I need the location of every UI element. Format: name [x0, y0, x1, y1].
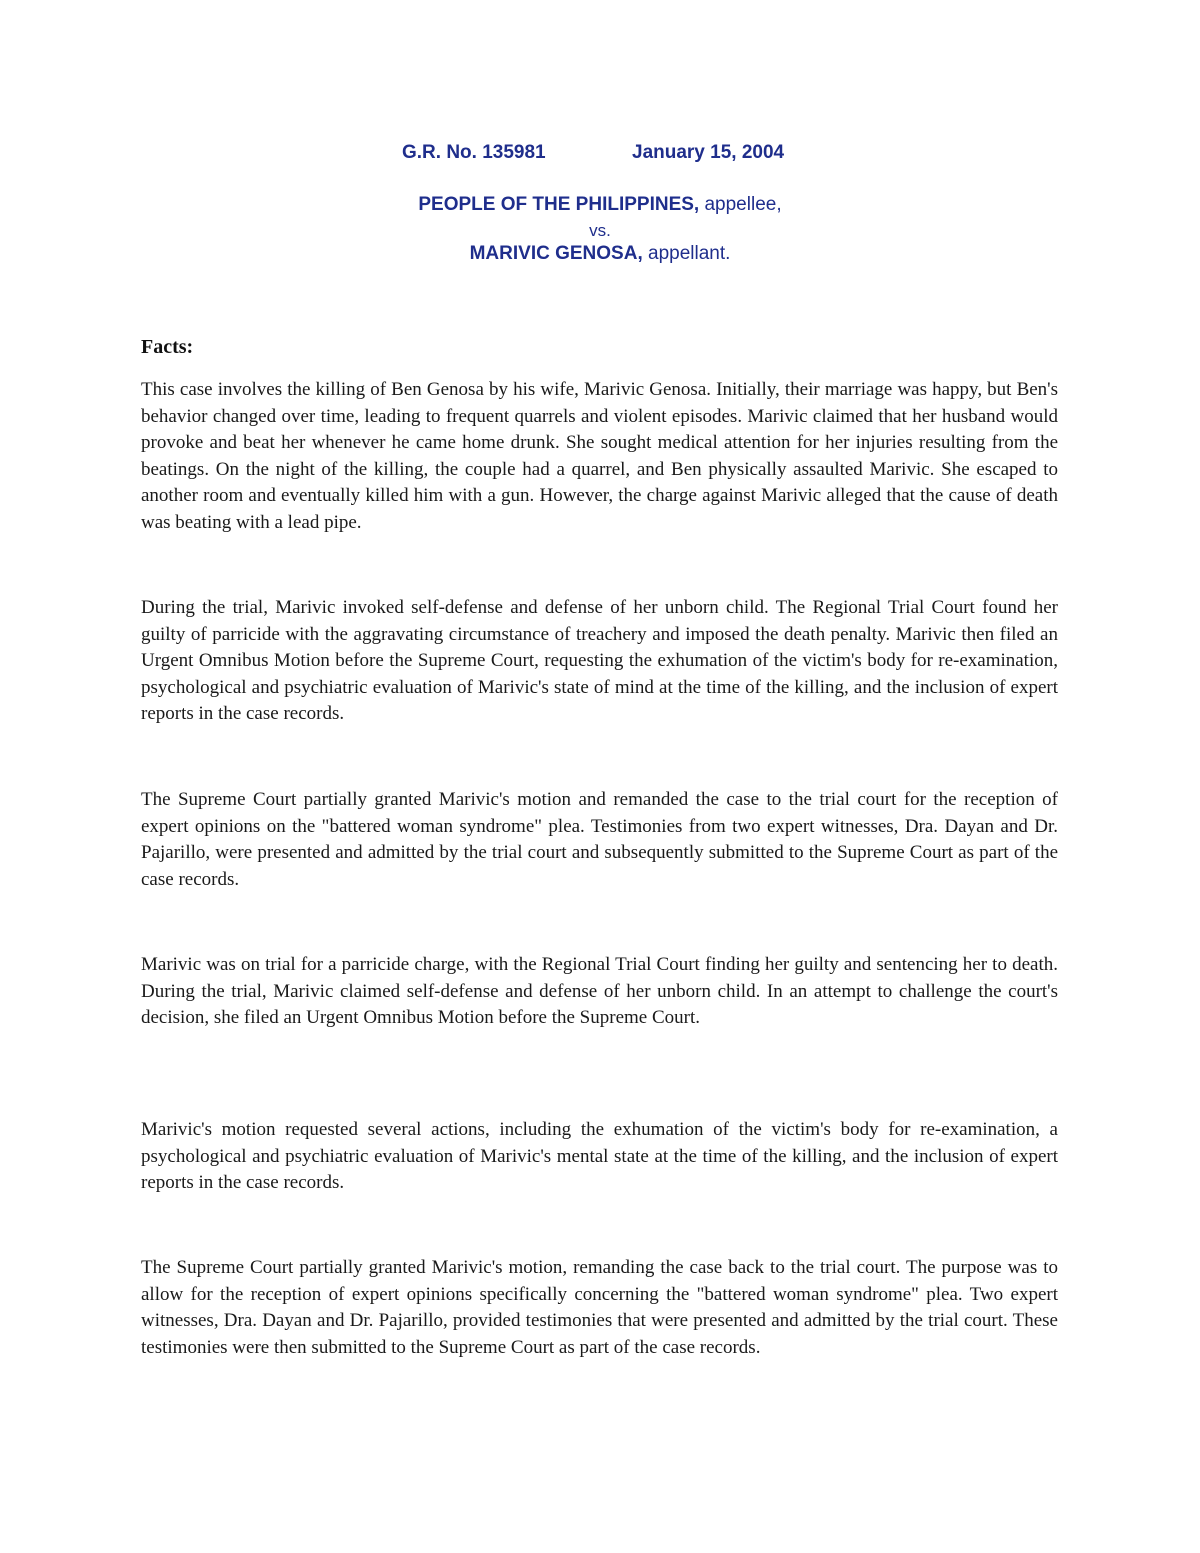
appellee-role: appellee, — [704, 194, 782, 215]
facts-heading: Facts: — [141, 336, 194, 358]
facts-paragraph-4: Marivic was on trial for a parricide charge, with the Regional Trial Court finding her guilty and sentencing her to death. During the trial, Marivic claimed self-defense and defense of her unborn child. In an attempt to challenge the court's decision, she filed an Urgent Omnibus Motion before the Supreme Court. — [141, 954, 1058, 1029]
facts-paragraph-6: The Supreme Court partially granted Marivic's motion, remanding the case back to the trial court. The purpose was to allow for the reception of expert opinions specifically concerning the "battered woman syndrome" plea. Two expert witnesses, Dra. Dayan and Dr. Pajarillo, provided testimonies that were presented and admitted by the trial court. These testimonies were then submitted to the Supreme Court as part of the case records. — [141, 1257, 1058, 1358]
party-appellee — [0, 192, 1200, 218]
party-appellant — [0, 241, 1200, 267]
case-caption-line — [0, 142, 1200, 168]
appellee-name: PEOPLE OF THE PHILIPPINES, — [418, 194, 700, 215]
facts-paragraph-1: This case involves the killing of Ben Genosa by his wife, Marivic Genosa. Initially, their marriage was happy, but Ben's behavior changed over time, leading to frequent quarrels and violent episodes. Marivic claimed that her husband would provoke and beat her whenever he came home drunk. She sought medical attention for her injuries resulting from the beatings. On the night of the killing, the couple had a quarrel, and Ben physically assaulted Marivic. She escaped to another room and eventually killed him with a gun. However, the charge against Marivic alleged that the cause of death was beating with a lead pipe. — [141, 379, 1058, 533]
appellant-role: appellant. — [648, 243, 731, 264]
facts-paragraph-5: Marivic's motion requested several actions, including the exhumation of the victim's body for re-examination, a psychological and psychiatric evaluation of Marivic's mental state at the time of the killing, and the inclusion of expert reports in the case records. — [141, 1119, 1058, 1194]
case-number: G.R. No. 135981 — [402, 142, 546, 163]
facts-paragraph-2: During the trial, Marivic invoked self-defense and defense of her unborn child. The Regional Trial Court found her guilty of parricide with the aggravating circumstance of treachery and imposed the death penalty. Marivic then filed an Urgent Omnibus Motion before the Supreme Court, requesting the exhumation of the victim's body for re-examination, psychological and psychiatric evaluation of Marivic's state of mind at the time of the killing, and the inclusion of expert reports in the case records. — [141, 597, 1058, 725]
case-date: January 15, 2004 — [632, 142, 785, 163]
facts-paragraph-3: The Supreme Court partially granted Marivic's motion and remanded the case to the trial court for the reception of expert opinions on the "battered woman syndrome" plea. Testimonies from two expert witnesses, Dra. Dayan and Dr. Pajarillo, were presented and admitted by the trial court and subsequently submitted to the Supreme Court as part of the case records. — [141, 789, 1058, 890]
versus-label: vs. — [589, 221, 611, 240]
appellant-name: MARIVIC GENOSA, — [469, 243, 643, 264]
